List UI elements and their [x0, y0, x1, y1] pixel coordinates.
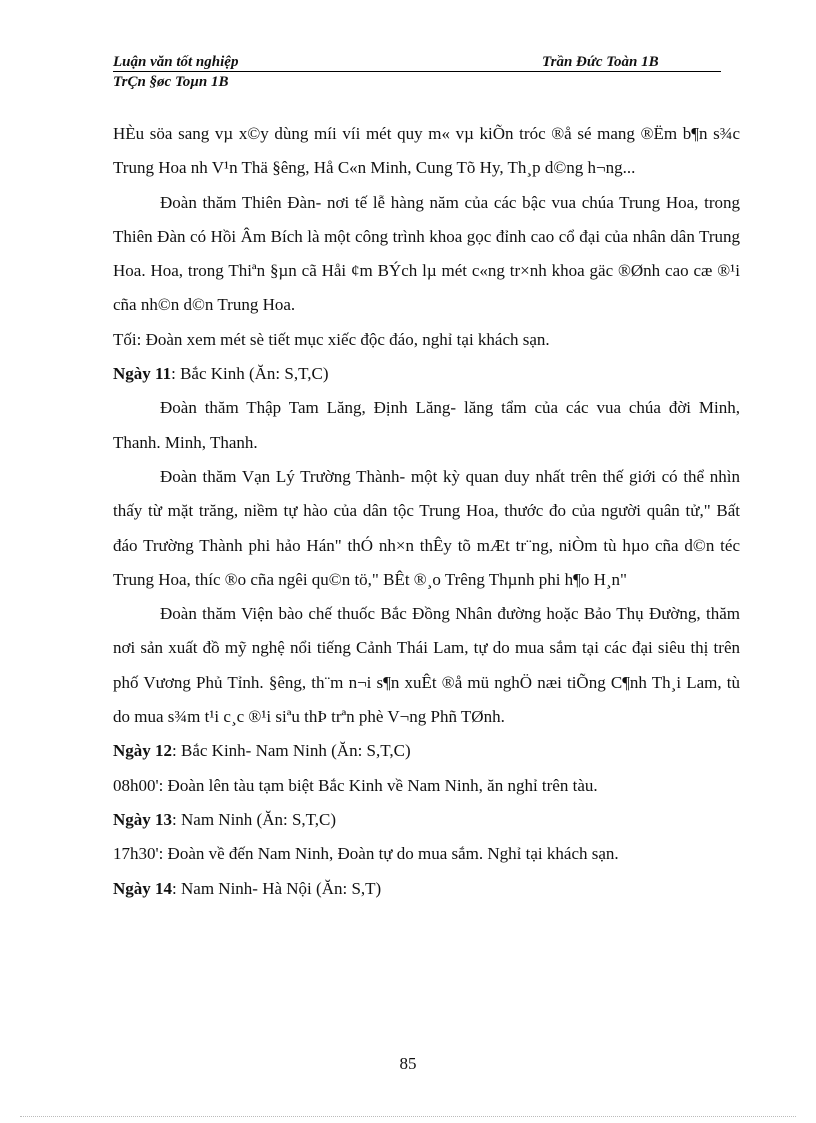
paragraph-1730: 17h30': Đoàn về đến Nam Ninh, Đoàn tự do mua sắm. Nghỉ tại khách sạn.	[113, 844, 619, 864]
header-divider	[113, 71, 721, 72]
paragraph-dong-nhan: Đoàn thăm Viện bào chế thuốc Bắc Đồng Nhân đường hoặc Bảo Thụ Đường, thăm nơi sản xuất đồ mỹ nghệ nổi tiếng Cảnh Thái Lam, tự do mua sắm tại các đại siêu thị trên phố Vương Phủ Tỉnh. §êng, th¨m n¬i s¶n xuÊt ®å mü nghÖ næi tiÕng C¶nh Th¸i Lam, tù do mua s¾m t¹i c¸c ®¹i siªu thÞ trªn phè V¬ng Phñ TØnh.	[113, 604, 740, 727]
header-author-legacy-encoding: TrÇn §øc Toµn 1B	[113, 74, 229, 90]
paragraph-great-wall: Đoàn thăm Vạn Lý Trường Thành- một kỳ quan duy nhất trên thế giới có thể nhìn thấy từ mặt trăng, niềm tự hào của dân tộc Trung Hoa, thước đo của người quân tử," Bất đáo Trường Thành phi hảo Hán" thÓ nh×n thÊy tõ mÆt tr¨ng, niÒm tù hµo cña d©n téc Trung Hoa, thíc ®o cña ngêi qu©n tö," BÊt ®¸o Trêng Thµnh phi h¶o H¸n"	[113, 466, 740, 589]
paragraph-thap-tam-lang: Đoàn thăm Thập Tam Lăng, Định Lăng- lăng tẩm của các vua chúa đời Minh, Thanh. Minh, Thanh.	[113, 398, 740, 452]
paragraph-0800: 08h00': Đoàn lên tàu tạm biệt Bắc Kinh về Nam Ninh, ăn nghỉ trên tàu.	[113, 775, 598, 795]
day-13-label: Ngày 13	[113, 809, 173, 829]
day-13-detail: : Nam Ninh (Ăn: S,T,C)	[172, 809, 337, 829]
header-author: Trần Đức Toàn 1B	[542, 54, 659, 70]
day-11-label: Ngày 11	[113, 364, 172, 384]
day-12-label: Ngày 12	[113, 741, 173, 761]
day-11-heading	[113, 357, 740, 391]
day-14-detail: : Nam Ninh- Hà Nội (Ăn: S,T)	[172, 878, 382, 898]
paragraph-thien-dan: Đoàn thăm Thiên Đàn- nơi tế lễ hàng năm của các bậc vua chúa Trung Hoa, trong Thiên Đàn có Hồi Âm Bích là một công trình khoa gọc đỉnh cao cổ đại của nhân dân Trung Hoa. Hoa, trong Thiªn §µn cã Håi ¢m BÝch lµ mét c«ng tr×nh khoa gäc ®Ønh cao cæ ®¹i cña nh©n d©n Trung Hoa.	[113, 192, 740, 315]
day-12-detail: : Bắc Kinh- Nam Ninh (Ăn: S,T,C)	[172, 741, 411, 761]
day-13-heading	[113, 803, 740, 837]
paragraph-1: HÈu söa sang vµ x©y dùng míi víi mét quy m« vµ kiÕn tróc ®å sé mang ®Ëm b¶n s¾c Trung Hoa nh V¹n Thä §êng, Hå C«n Minh, Cung Tõ Hy, Th¸p d©ng h¬ng...	[113, 124, 740, 178]
paragraph-evening: Tối: Đoàn xem mét sè tiết mục xiếc độc đáo, nghỉ tại khách sạn.	[113, 329, 550, 349]
header-thesis-title: Luận văn tốt nghiệp	[113, 54, 239, 70]
body-text	[113, 117, 740, 906]
day-12-heading	[113, 734, 740, 768]
day-11-detail: : Bắc Kinh (Ăn: S,T,C)	[171, 364, 329, 384]
day-14-heading	[113, 872, 740, 906]
page-bottom-divider	[20, 1116, 796, 1117]
day-14-label: Ngày 14	[113, 878, 173, 898]
page-number: 85	[399, 1054, 417, 1073]
